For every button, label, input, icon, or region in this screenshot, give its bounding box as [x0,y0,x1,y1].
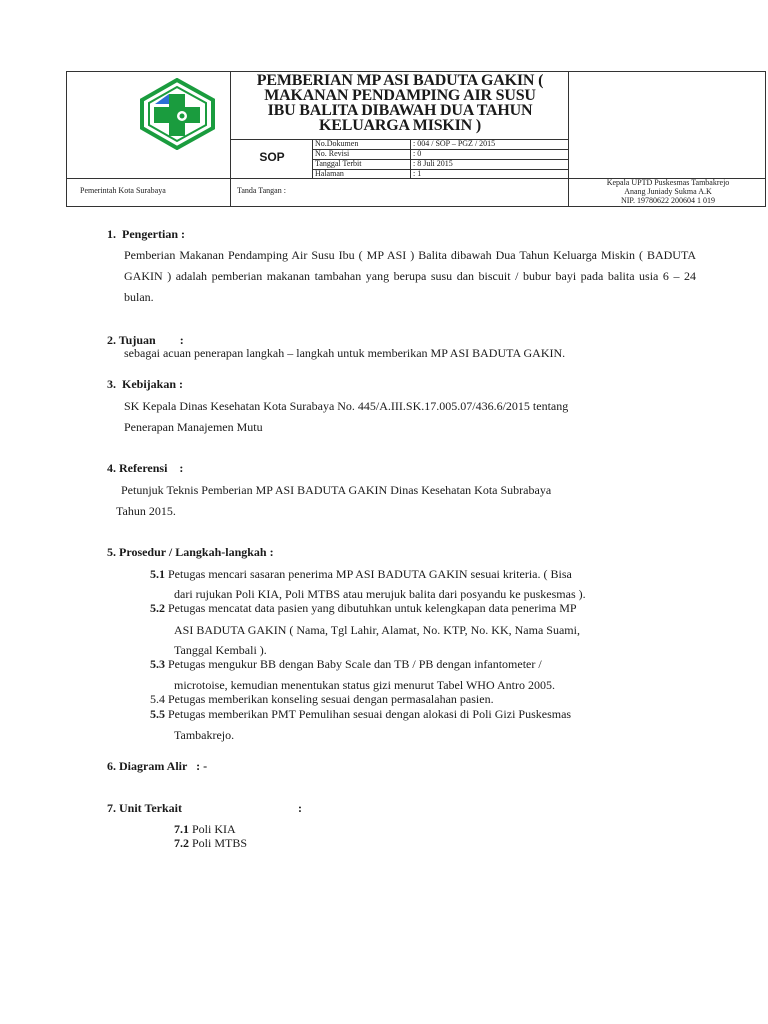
list-item [174,822,236,837]
list-item [150,692,494,707]
document-title [232,73,568,133]
list-item [150,657,542,672]
list-text: Poli KIA [192,822,236,836]
section-heading-colon: : [298,801,302,815]
section-heading: 7. Unit Terkait [107,801,183,815]
approver-name: Anang Juniady Sukma A.K [624,187,712,196]
header-divider [312,149,568,150]
list-item-continuation: microtoise, kemudian menentukan status gizi menurut Tabel WHO Antro 2005. [174,678,555,692]
header-divider [230,71,231,178]
list-item-continuation: dari rujukan Poli KIA, Poli MTBS atau merujuk balita dari posyandu ke puskesmas ). [174,587,586,601]
section-heading: 3. Kebijakan : [107,377,184,391]
section-body: SK Kepala Dinas Kesehatan Kota Surabaya No. 445/A.III.SK.17.005.07/436.6/2015 tentang [124,399,569,413]
list-text: Petugas mengukur BB dengan Baby Scale dan TB / PB dengan infantometer / [168,657,542,671]
list-item-continuation: Tambakrejo. [174,728,235,742]
header-divider [410,139,411,178]
section-body: Penerapan Manajemen Mutu [124,420,263,434]
list-number: 5.1 [150,567,165,581]
list-item [150,601,577,616]
list-item [150,707,571,722]
title-line: MAKANAN PENDAMPING AIR SUSU [264,87,536,104]
header-divider [230,178,231,207]
list-number: 7.1 [174,822,189,836]
meta-label: Tanggal Terbit [315,159,362,168]
meta-value: : 0 [413,149,422,158]
meta-value: : 004 / SOP – PGZ / 2015 [413,139,496,148]
meta-label: No. Revisi [315,149,350,158]
list-text: Petugas mencatat data pasien yang dibutuhkan untuk kelengkapan data penerima MP [168,601,577,615]
list-text: Poli MTBS [192,836,248,850]
title-line: IBU BALITA DIBAWAH DUA TAHUN [267,102,533,119]
list-text: Petugas memberikan PMT Pemulihan sesuai dengan alokasi di Poli Gizi Puskesmas [168,707,572,721]
section-body: sebagai acuan penerapan langkah – langkah untuk memberikan MP ASI BADUTA GAKIN. [124,346,566,360]
list-item-continuation: ASI BADUTA GAKIN ( Nama, Tgl Lahir, Alamat, No. KTP, No. KK, Nama Suami, [174,623,580,637]
section-heading: 6. Diagram Alir : - [107,759,208,773]
list-number: 5.4 [150,692,165,706]
meta-label: Halaman [315,169,344,178]
header-divider [312,139,313,178]
puskesmas-logo-icon [140,78,215,150]
list-text: Petugas memberikan konseling sesuai dengan permasalahan pasien. [168,692,494,706]
meta-label: No.Dokumen [315,139,359,148]
approver-block [570,178,766,205]
list-text: Petugas mencari sasaran penerima MP ASI BADUTA GAKIN sesuai kriteria. ( Bisa [168,567,572,581]
list-item [174,836,247,851]
section-heading: 2. Tujuan : [107,333,184,347]
list-item [150,567,572,582]
approver-title: Kepala UPTD Puskesmas Tambakrejo [606,178,730,187]
list-number: 5.3 [150,657,165,671]
section-heading: 4. Referensi : [107,461,184,475]
list-number: 7.2 [174,836,189,850]
approver-nip: NIP. 19780622 200604 1 019 [620,196,715,205]
list-item-continuation: Tanggal Kembali ). [174,643,267,657]
header-divider [312,169,568,170]
section-body: Tahun 2015. [116,504,176,518]
section-body: Pemberian Makanan Pendamping Air Susu Ibu ( MP ASI ) Balita dibawah Dua Tahun Keluarga Miskin ( BADUTA GAKIN ) adalah pemberian makanan tambahan yang berupa susu dan biscuit / bubur bayi pada balita usia 6 – 24 bulan. [124,248,696,304]
section-heading: 5. Prosedur / Langkah-langkah : [107,545,274,559]
list-number: 5.2 [150,601,165,615]
header-divider [568,71,569,207]
list-number: 5.5 [150,707,165,721]
meta-value: : 1 [413,169,422,178]
title-line: PEMBERIAN MP ASI BADUTA GAKIN ( [256,72,544,89]
header-divider [230,139,312,140]
section-body: Petunjuk Teknis Pemberian MP ASI BADUTA GAKIN Dinas Kesehatan Kota Subrabaya [121,483,552,497]
government-label: Pemerintah Kota Surabaya [80,186,166,195]
title-line: KELUARGA MISKIN ) [319,117,481,134]
sop-label: SOP [259,150,285,164]
meta-value: : 8 Juli 2015 [413,159,453,168]
section-heading: 1. Pengertian : [107,227,185,241]
signature-label: Tanda Tangan : [237,186,286,195]
